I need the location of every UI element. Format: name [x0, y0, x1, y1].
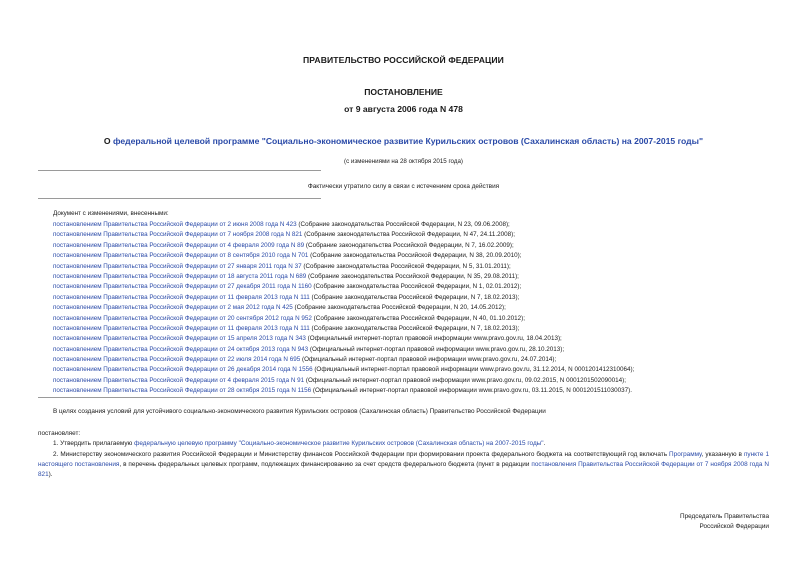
amendment-source: (Официальный интернет-портал правовой информации www.pravo.gov.ru, 03.11.2015, N 0001201511030037). [311, 387, 632, 395]
point-1-program-link[interactable]: федеральную целевую программу "Социально-экономическое развитие Курильских островов (Сахалинская область) на 2007-2015 годы" [134, 440, 544, 447]
point-1 [53, 440, 545, 447]
amendment-link[interactable]: постановлением Правительства Российской Федерации от 27 января 2011 года N 37 [53, 262, 302, 270]
document-date-number: от 9 августа 2006 года N 478 [344, 104, 463, 114]
amendment-source: (Собрание законодательства Российской Федерации, N 47, 24.11.2008); [302, 231, 516, 239]
amendment-item [53, 376, 793, 386]
amendment-link[interactable]: постановлением Правительства Российской Федерации от 24 октября 2013 года N 943 [53, 345, 309, 353]
divider-middle [38, 198, 321, 199]
government-heading: ПРАВИТЕЛЬСТВО РОССИЙСКОЙ ФЕДЕРАЦИИ [303, 55, 504, 65]
amendment-item [53, 230, 793, 240]
point-2-text-b: , указанную в [701, 451, 744, 458]
amendment-item [53, 293, 793, 303]
amendment-link[interactable]: постановлением Правительства Российской Федерации от 2 июня 2008 года N 423 [53, 221, 297, 228]
amendment-source: (Официальный интернет-портал правовой информации www.pravo.gov.ru, 31.12.2014, N 0001201412310064); [312, 366, 635, 374]
amendment-item [53, 272, 793, 282]
amendment-source: (Официальный интернет-портал правовой информации www.pravo.gov.ru, 24.07.2014); [300, 356, 557, 364]
document-title [0, 136, 807, 146]
amendment-source: (Собрание законодательства Российской Федерации, N 7, 18.02.2013); [309, 324, 520, 332]
amendment-source: (Собрание законодательства Российской Федерации, N 7, 18.02.2013); [309, 293, 520, 301]
amendment-item [53, 324, 793, 334]
amendment-source: (Собрание законодательства Российской Федерации, N 7, 16.02.2009); [304, 241, 514, 249]
signature-line-1: Председатель Правительства [680, 513, 769, 520]
point-2-text-c: , в перечень федеральных целевых программ, подлежащих финансированию за счет средств федерального бюджета (пункт в редакции [119, 461, 532, 469]
amendment-source: (Собрание законодательства Российской Федерации, N 1, 02.01.2012); [311, 283, 522, 291]
amendment-source: (Официальный интернет-портал правовой информации www.pravo.gov.ru, 28.10.2013); [308, 345, 565, 353]
amendment-link[interactable]: постановлением Правительства Российской Федерации от 28 октября 2015 года N 1156 [53, 387, 312, 395]
point-2-program-link[interactable]: Программу [669, 451, 702, 458]
amendment-source: (Собрание законодательства Российской Федерации, N 38, 20.09.2010); [308, 252, 522, 260]
amendment-item [53, 220, 793, 230]
resolves-text: постановляет: [38, 430, 81, 437]
amendment-link[interactable]: постановлением Правительства Российской Федерации от 7 ноября 2008 года N 821 [53, 231, 303, 239]
amendment-source: (Собрание законодательства Российской Федерации, N 40, 01.10.2012); [311, 314, 526, 322]
amendment-link[interactable]: постановлением Правительства Российской Федерации от 8 сентября 2010 года N 701 [53, 252, 309, 260]
preamble-text: В целях создания условий для устойчивого социально-экономического развития Курильских островов (Сахалинская область) Правительство Российской Федерации [53, 408, 546, 415]
amendments-list [53, 220, 793, 397]
changes-note: (с изменениями на 28 октября 2015 года) [344, 158, 463, 165]
amendment-link[interactable]: постановлением Правительства Российской Федерации от 18 августа 2011 года N 689 [53, 272, 307, 280]
amendment-item [53, 251, 793, 261]
point-1-text: 1. Утвердить прилагаемую [53, 440, 135, 447]
amendment-link[interactable]: постановлением Правительства Российской Федерации от 11 февраля 2013 года N 111 [53, 324, 310, 332]
amendment-source: (Официальный интернет-портал правовой информации www.pravo.gov.ru, 09.02.2015, N 0001201502090014); [304, 376, 626, 384]
amendment-item [53, 334, 793, 344]
amendment-source: (Собрание законодательства Российской Федерации, N 20, 14.05.2012); [292, 304, 506, 312]
document-type: ПОСТАНОВЛЕНИЕ [364, 87, 443, 97]
title-prefix: О [103, 136, 113, 146]
divider-top [38, 170, 321, 171]
amendment-item [53, 355, 793, 365]
amendment-link[interactable]: постановлением Правительства Российской Федерации от 4 февраля 2015 года N 91 [53, 376, 305, 384]
point-2-amendment-link[interactable]: постановления Правительства Российской Федерации от 7 ноября 2008 года N 821 [38, 461, 770, 479]
amendment-source: (Официальный интернет-портал правовой информации www.pravo.gov.ru, 18.04.2013); [305, 335, 562, 343]
amendment-source: (Собрание законодательства Российской Федерации, N 5, 31.01.2011); [301, 262, 511, 270]
amendment-link[interactable]: постановлением Правительства Российской Федерации от 26 декабря 2014 года N 1556 [53, 366, 313, 374]
amendment-item [53, 345, 793, 355]
amendment-item [53, 314, 793, 324]
point-2-clause-link[interactable]: пункте 1 настоящего постановления [38, 451, 769, 469]
amendment-link[interactable]: постановлением Правительства Российской Федерации от 2 мая 2012 года N 425 [53, 304, 293, 312]
amendment-item [53, 365, 793, 375]
amendments-heading: Документ с изменениями, внесенными: [53, 210, 169, 217]
point-2-text-a: 2. Министерству экономического развития Российской Федерации и Министерству финансов Российской Федерации при формировании проекта федерального бюджета на соответствующий год включать [53, 451, 670, 458]
title-program-link[interactable]: федеральной целевой программе "Социально-экономическое развитие Курильских островов (Сахалинская область) на 2007-2015 годы" [113, 136, 704, 146]
point-2-text-d: ). [48, 471, 53, 479]
amendment-item [53, 303, 793, 313]
amendment-item [53, 262, 793, 272]
point-1-end: . [543, 440, 546, 447]
amendment-link[interactable]: постановлением Правительства Российской Федерации от 27 декабря 2011 года N 1160 [53, 283, 312, 291]
amendment-source: (Собрание законодательства Российской Федерации, N 35, 29.08.2011); [306, 272, 519, 280]
signature-block [680, 512, 769, 532]
expired-note: Фактически утратило силу в связи с истечением срока действия [307, 183, 500, 190]
amendment-link[interactable]: постановлением Правительства Российской Федерации от 20 сентября 2012 года N 952 [53, 314, 312, 322]
signature-line-2: Российской Федерации [699, 523, 769, 531]
divider-bottom [38, 397, 321, 398]
amendment-item [53, 282, 793, 292]
point-2 [38, 450, 769, 481]
amendment-item [53, 241, 793, 251]
amendment-link[interactable]: постановлением Правительства Российской Федерации от 15 апреля 2013 года N 343 [53, 335, 306, 343]
amendment-link[interactable]: постановлением Правительства Российской Федерации от 4 февраля 2009 года N 89 [53, 241, 305, 249]
amendment-item [53, 386, 793, 396]
amendment-link[interactable]: постановлением Правительства Российской Федерации от 22 июля 2014 года N 695 [53, 356, 301, 364]
amendment-source: (Собрание законодательства Российской Федерации, N 23, 09.06.2008); [296, 221, 510, 228]
amendment-link[interactable]: постановлением Правительства Российской Федерации от 11 февраля 2013 года N 111 [53, 293, 310, 301]
